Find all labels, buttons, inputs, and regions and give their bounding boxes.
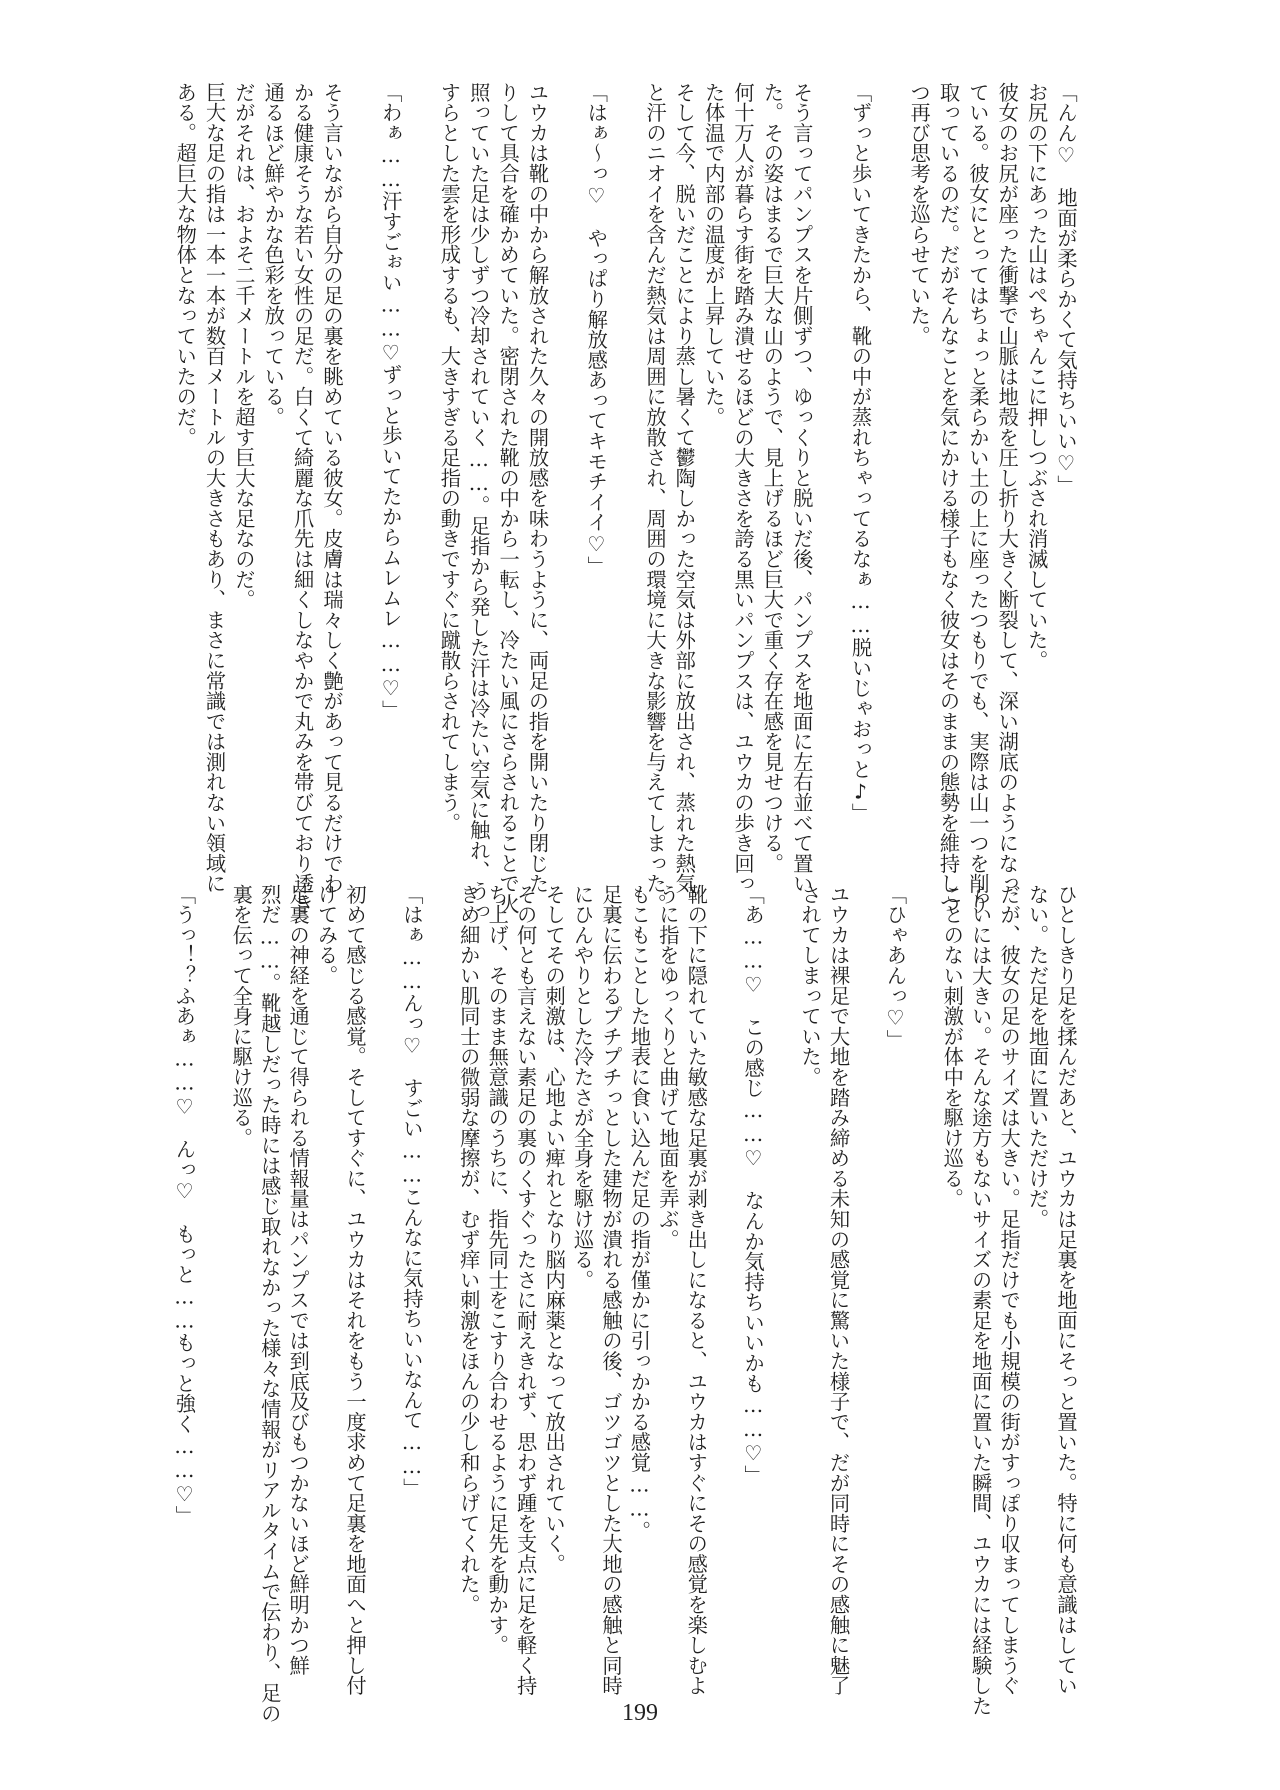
text-line: た。その姿はまるで巨大な山のようで、見上げるほど巨大で重く存在感を見せつける。 — [760, 82, 785, 874]
text-line: と汗のニオイを含んだ熱気は周囲に放散され、周囲の環境に大きな影響を与えてしまった。 — [642, 82, 667, 914]
text-line: だが、彼女の足のサイズは大きい。足指だけでも小規模の街がすっぽり収まってしまうぐ — [997, 884, 1022, 1696]
text-line: かる健康そうな若い女性の足だ。白くて綺麗な爪先は細くしなやかで丸みを帯びており透き — [290, 82, 315, 914]
text-line: つ再び思考を巡らせていた。 — [907, 82, 932, 346]
text-line: されてしまっていた。 — [798, 884, 823, 1087]
text-line: そう言ってパンプスを片側ずつ、ゆっくりと脱いだ後、パンプスを地面に左右並べて置い — [789, 82, 814, 894]
blank-line — [853, 884, 881, 1694]
text-line: ユウカは裸足で大地を踏み締める未知の感覚に驚いた様子で、だが同時にその感触に魅了 — [826, 884, 851, 1696]
blank-line — [552, 82, 581, 892]
text-line: ユウカは靴の中から解放された久々の開放感を味わうように、両足の指を開いたり閉じた — [525, 82, 550, 894]
text-line: 取っているのだ。だがそんなことを気にかける様子もなく彼女はそのままの態勢を維持しつ — [936, 82, 961, 914]
text-line: だがそれは、およそ二千メートルを超す巨大な足なのだ。 — [231, 82, 256, 610]
text-line: 「ずっと歩いてきたから、靴の中が蒸れちゃってるなぁ……脱いじゃおっと♪」 — [848, 82, 873, 824]
blank-line — [610, 82, 639, 892]
text-line: そして今、脱いだことにより蒸し暑くて鬱陶しかった空気は外部に放出され、蒸れた熱気 — [672, 82, 697, 894]
text-line: 巨大な足の指は一本一本が数百メートルの大きさもあり、まさに常識では測れない領域に — [202, 82, 227, 894]
text-line: 「はぁ～っ♡ やっぱり解放感あってキモチイイ♡」 — [584, 82, 609, 577]
blank-line — [198, 884, 226, 1694]
text-line: ことのない刺激が体中を駆け巡る。 — [940, 884, 965, 1209]
blank-line — [405, 82, 434, 892]
text-line: りして具合を確かめていた。密閉された靴の中から一転し、冷たい風にさらされることで火 — [496, 82, 521, 914]
text-line: ち上げ、そのまま無意識のうちに、指先同士をこすり合わせるように足先を動かす。 — [485, 884, 510, 1656]
blank-line — [369, 884, 397, 1694]
text-line: もこもことした地表に食い込んだ足の指が僅かに引っかかる感覚……。 — [627, 884, 652, 1541]
text-line: その何とも言えない素足の裏のくすぐったさに耐えきれず、思わず踵を支点に足を軽く持 — [513, 884, 538, 1696]
blank-line — [346, 82, 375, 892]
text-line: 「うっ！？ふあぁ……♡ んっ♡ もっと……もっと強く……♡」 — [172, 884, 197, 1527]
text-line: 「ひゃあんっ♡」 — [883, 884, 908, 1051]
text-line: ひとしきり足を揉んだあと、ユウカは足裏を地面にそっと置いた。特に何も意識はしてい — [1054, 884, 1078, 1696]
text-line: 彼女のお尻が座った衝撃で山脈は地殻を圧し折り大きく断裂して、深い湖底のようになっ — [995, 82, 1020, 894]
text-line: た体温で内部の温度が上昇していた。 — [701, 82, 726, 427]
page-number: 199 — [622, 1700, 658, 1726]
text-line: すらとした雲を形成するも、大きすぎる足指の動きですぐに蹴散らされてしまう。 — [437, 82, 462, 833]
text-line: お尻の下にあった山はぺちゃんこに押しつぶされ消滅していた。 — [1024, 82, 1049, 671]
upper-text-block — [170, 82, 1080, 922]
text-line: 照っていた足は少しずつ冷却されていく……。足指から発した汗は冷たい空気に触れ、うっ — [466, 82, 491, 922]
text-line: 靴の下に隠れていた敏感な足裏が剥き出しになると、ユウカはすぐにその感覚を楽しむよ — [684, 884, 709, 1696]
text-line: ない。ただ足を地面に置いただけだ。 — [1025, 884, 1050, 1229]
text-line: 足裏の神経を通じて得られる情報量はパンプスでは到底及びもつかないほど鮮明かつ鮮 — [286, 884, 311, 1676]
text-line: 烈だ……。靴越しだった時には感じ取れなかった様々な情報がリアルタイムで伝わり、足の — [257, 884, 282, 1724]
text-line: そしてその刺激は、心地よい痺れとなり脳内麻薬となって放出されていく。 — [542, 884, 567, 1574]
text-line: そう言いながら自分の足の裏を眺めている彼女。皮膚は瑞々しく艶があって見るだけでわ — [320, 82, 345, 894]
text-line: 何十万人が暮らす街を踏み潰せるほどの大きさを誇る黒いパンプスは、ユウカの歩き回っ — [731, 82, 756, 894]
text-line: にひんやりとした冷たさが全身を駆け巡る。 — [570, 884, 595, 1290]
text-line: ている。彼女にとってはちょっと柔らかい土の上に座ったつもりでも、実際は山一つを削り — [965, 82, 990, 914]
blank-line — [816, 82, 845, 892]
text-line: 「はぁ……んっ♡ すごい……こんなに気持ちいいなんて……」 — [399, 884, 424, 1499]
text-line: ある。超巨大な物体となっていたのだ。 — [173, 82, 198, 448]
blank-line — [909, 884, 937, 1694]
text-line: 裏を伝って全身に駆け巡る。 — [229, 884, 254, 1148]
text-line: うに指をゆっくりと曲げて地面を弄ぶ。 — [655, 884, 680, 1250]
text-line: 初めて感じる感覚。そしてすぐに、ユウカはそれをもう一度求めて足裏を地面へと押し付 — [343, 884, 368, 1696]
blank-line — [710, 884, 738, 1694]
blank-line — [874, 82, 903, 892]
text-line: 「んん♡ 地面が柔らかくて気持ちいい♡」 — [1054, 82, 1078, 496]
text-line: けてみる。 — [314, 884, 339, 986]
text-line: 「あ……♡ この感じ……♡ なんか気持ちいいかも……♡」 — [741, 884, 766, 1486]
text-line: 「わぁ……汗すごぉい……♡ずっと歩いてたからムレムレ……♡」 — [378, 82, 403, 721]
text-line: 通るほど鮮やかな色彩を放っている。 — [261, 82, 286, 427]
text-line: らいには大きい。そんな途方もないサイズの素足を地面に置いた瞬間、ユウカには経験した — [968, 884, 993, 1716]
text-line: きめ細かい肌同士の微弱な摩擦が、むず痒い刺激をほんの少し和らげてくれた。 — [456, 884, 481, 1615]
text-line: 足裏に伝わるプチプチっとした建物が潰れる感触の後、ゴツゴツとした大地の感触と同時 — [599, 884, 623, 1696]
blank-line — [426, 884, 454, 1694]
blank-line — [767, 884, 795, 1694]
